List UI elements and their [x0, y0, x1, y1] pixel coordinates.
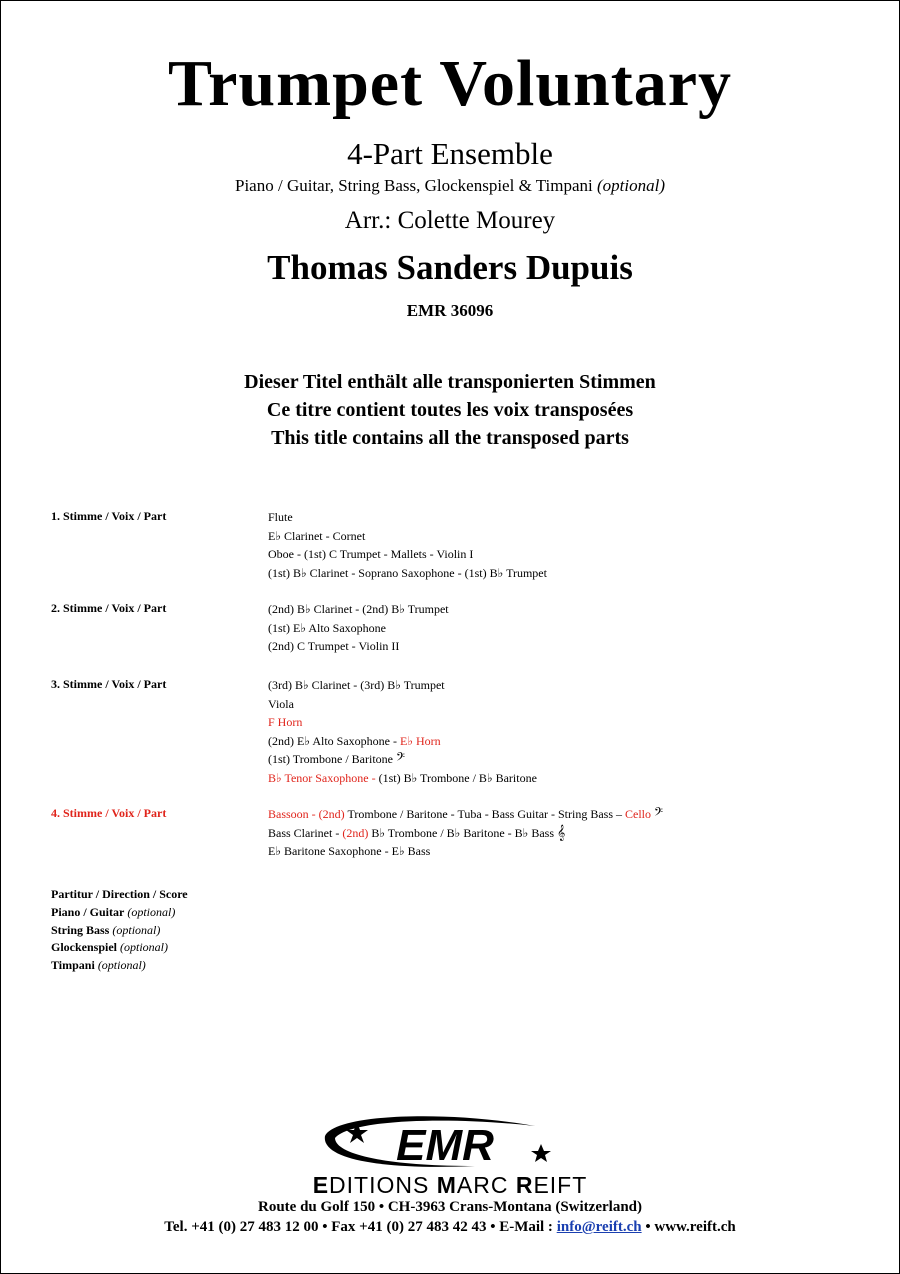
optional-tag: (optional) — [127, 904, 176, 919]
emr-logo — [295, 1108, 565, 1174]
composer: Thomas Sanders Dupuis — [267, 248, 633, 287]
part-4-line — [268, 805, 663, 824]
part-4-text: Trombone / Baritone - Tuba - Bass Guitar - String Bass – — [344, 807, 626, 821]
part-1-label: 1. Stimme / Voix / Part — [51, 509, 167, 523]
part-4-line — [268, 824, 663, 843]
logo-text: EMR — [396, 1121, 494, 1170]
part-3-line: (3rd) B♭ Clarinet - (3rd) B♭ Trumpet — [268, 678, 445, 692]
score-item — [51, 957, 188, 975]
publisher-name-part: R — [515, 1172, 534, 1198]
part-1-instruments — [268, 508, 547, 582]
part-3-highlight: E♭ Horn — [399, 733, 441, 748]
treble-clef-icon: 𝄞 — [557, 824, 566, 841]
instrumentation — [0, 176, 900, 196]
contact-phone-fax: Tel. +41 (0) 27 483 12 00 • Fax +41 (0) 27 483 42 43 • E-Mail : — [164, 1219, 557, 1235]
instrumentation-text: Piano / Guitar, String Bass, Glockenspiel & Timpani — [235, 176, 593, 195]
part-2-line: (1st) E♭ Alto Saxophone — [268, 620, 386, 635]
instrumentation-optional: (optional) — [597, 176, 665, 195]
part-4-highlight: Bassoon - (2nd) — [268, 807, 345, 821]
part-3-line-highlight: F Horn — [268, 715, 303, 729]
part-3-line: Viola — [268, 696, 294, 711]
part-3-line — [268, 769, 537, 788]
part-3-label: 3. Stimme / Voix / Part — [51, 677, 167, 691]
part-1-line: Flute — [268, 510, 293, 524]
publisher-name-part: EIFT — [533, 1172, 588, 1198]
optional-tag: (optional) — [97, 958, 146, 973]
optional-tag: (optional) — [112, 922, 161, 937]
publisher-address: Route du Golf 150 • CH-3963 Crans-Montana (Switzerland) — [258, 1199, 642, 1215]
part-4-text: B♭ Trombone / B♭ Baritone - B♭ Bass — [368, 825, 554, 840]
score-item — [51, 939, 188, 957]
part-3-text: (1st) Trombone / Baritone — [268, 752, 393, 766]
part-3-text: (1st) B♭ Trombone / B♭ Baritone — [378, 770, 537, 785]
score-list — [51, 886, 188, 975]
publisher-name-part: E — [312, 1172, 330, 1198]
score-item — [51, 922, 188, 940]
part-3-highlight: B♭ Tenor Saxophone - — [268, 770, 379, 785]
arranger: Arr.: Colette Mourey — [344, 207, 556, 234]
publisher-name-part: M — [436, 1172, 457, 1198]
note-french: Ce titre contient toutes les voix transposées — [266, 399, 634, 421]
part-1-line: E♭ Clarinet - Cornet — [268, 528, 366, 543]
ensemble-subtitle: 4-Part Ensemble — [347, 136, 553, 171]
part-3-text: (2nd) E♭ Alto Saxophone - — [268, 733, 400, 748]
part-3-line — [268, 732, 537, 751]
part-1-line: Oboe - (1st) C Trumpet - Mallets - Violin I — [268, 547, 474, 561]
part-4-highlight: (2nd) — [342, 825, 369, 840]
score-item-label: Glockenspiel — [51, 940, 118, 955]
part-4-line: E♭ Baritone Saxophone - E♭ Bass — [268, 844, 431, 858]
part-3-instruments — [268, 676, 537, 787]
part-3-line — [268, 750, 537, 769]
score-item-label: Partitur / Direction / Score — [51, 887, 188, 901]
optional-tag: (optional) — [120, 940, 169, 955]
publisher-name — [0, 1172, 900, 1199]
part-4-instruments — [268, 805, 663, 861]
piece-title: Trumpet Voluntary — [167, 47, 732, 120]
part-2-label: 2. Stimme / Voix / Part — [51, 601, 167, 615]
score-item — [51, 886, 188, 904]
part-4-text: Bass Clarinet - — [268, 825, 343, 840]
publisher-contact — [0, 1219, 900, 1236]
part-4-highlight: Cello — [625, 807, 652, 821]
part-2-instruments — [268, 600, 449, 656]
part-2-line: (2nd) B♭ Clarinet - (2nd) B♭ Trumpet — [268, 602, 449, 616]
note-german: Dieser Titel enthält alle transponierten Stimmen — [244, 371, 656, 393]
part-1-line: (1st) B♭ Clarinet - Soprano Saxophone - (1st) B♭ Trumpet — [268, 565, 547, 580]
publisher-name-part: DITIONS — [329, 1172, 437, 1198]
score-item-label: String Bass — [51, 922, 110, 937]
bass-clef-icon: 𝄢 — [654, 806, 664, 822]
website-text: • www.reift.ch — [641, 1219, 736, 1235]
publisher-name-part: ARC — [456, 1172, 516, 1198]
bass-clef-icon: 𝄢 — [396, 751, 406, 767]
email-link[interactable]: info@reift.ch — [556, 1219, 642, 1235]
part-4-label: 4. Stimme / Voix / Part — [51, 806, 167, 820]
score-item — [51, 904, 188, 922]
note-english: This title contains all the transposed parts — [271, 427, 629, 449]
part-2-line: (2nd) C Trumpet - Violin II — [268, 639, 400, 653]
catalog-number: EMR 36096 — [406, 301, 494, 320]
score-item-label: Piano / Guitar — [51, 904, 125, 919]
score-item-label: Timpani — [51, 958, 95, 973]
